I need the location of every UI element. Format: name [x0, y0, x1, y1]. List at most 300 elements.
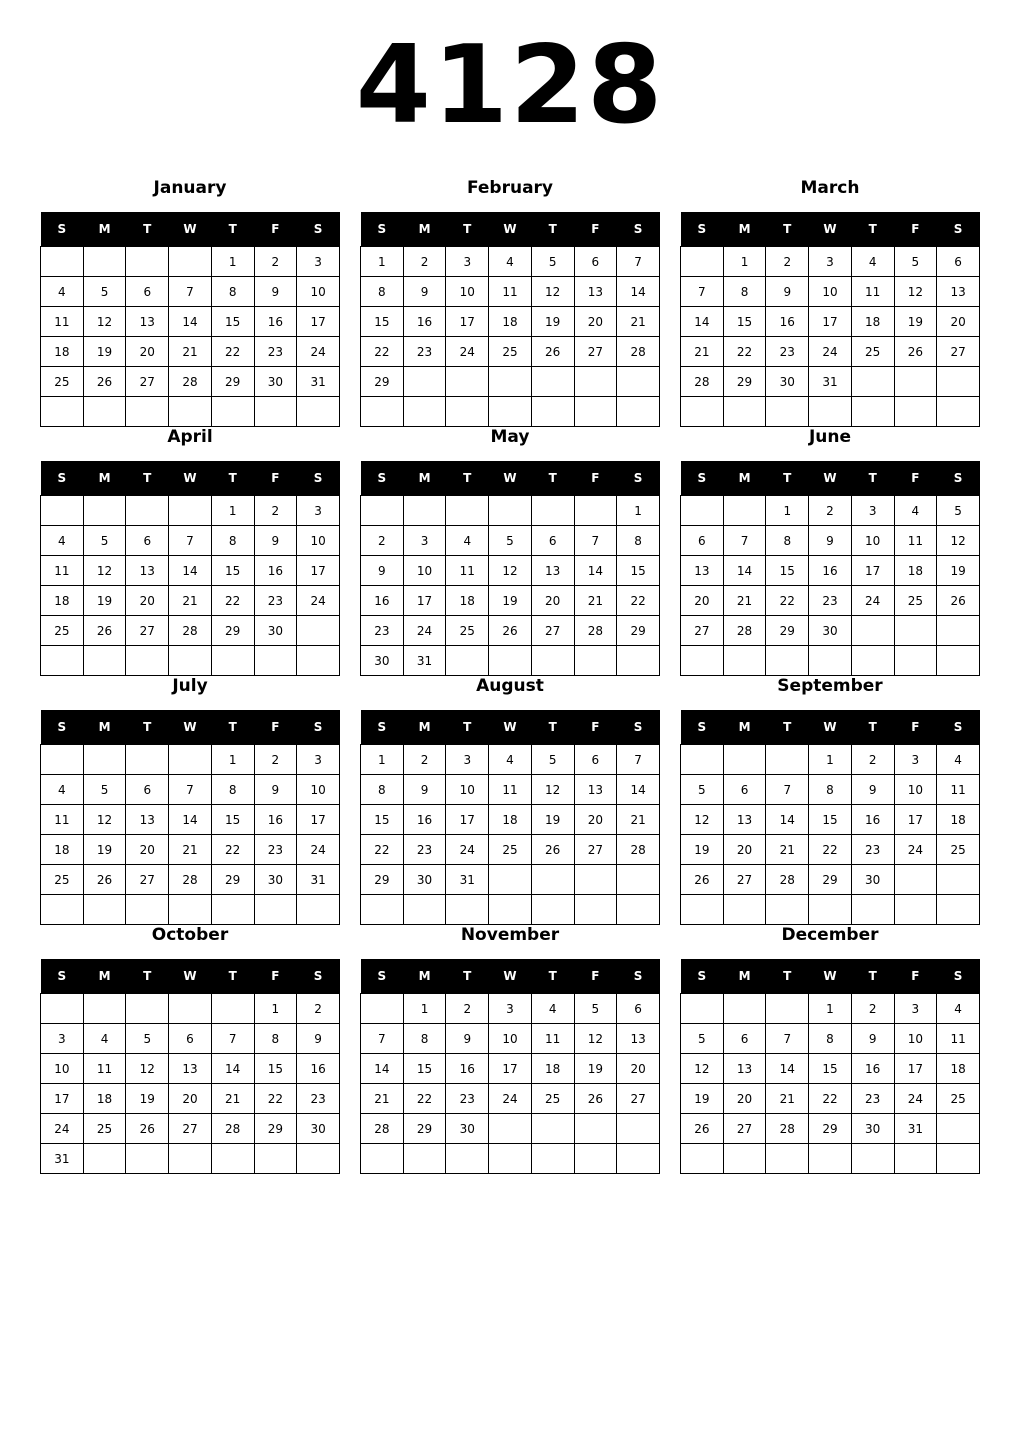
day-cell[interactable]: 29 [809, 1114, 852, 1144]
day-cell[interactable]: 10 [809, 277, 852, 307]
day-cell[interactable]: 10 [297, 526, 340, 556]
day-cell[interactable]: 26 [681, 1114, 724, 1144]
day-cell[interactable]: 5 [681, 1024, 724, 1054]
day-cell[interactable]: 15 [723, 307, 766, 337]
day-cell[interactable]: 6 [723, 1024, 766, 1054]
day-cell[interactable]: 9 [297, 1024, 340, 1054]
day-cell[interactable]: 28 [617, 835, 660, 865]
day-cell[interactable]: 2 [254, 247, 297, 277]
day-cell[interactable]: 9 [446, 1024, 489, 1054]
day-cell[interactable]: 21 [361, 1084, 404, 1114]
day-cell[interactable]: 3 [297, 247, 340, 277]
day-cell[interactable]: 30 [403, 865, 446, 895]
day-cell[interactable]: 4 [446, 526, 489, 556]
day-cell[interactable]: 14 [169, 805, 212, 835]
day-cell[interactable]: 17 [894, 1054, 937, 1084]
day-cell[interactable]: 29 [617, 616, 660, 646]
day-cell[interactable]: 5 [894, 247, 937, 277]
day-cell[interactable]: 16 [297, 1054, 340, 1084]
day-cell[interactable]: 3 [809, 247, 852, 277]
day-cell[interactable]: 26 [531, 337, 574, 367]
day-cell[interactable]: 30 [809, 616, 852, 646]
day-cell[interactable]: 22 [723, 337, 766, 367]
day-cell[interactable]: 16 [851, 1054, 894, 1084]
day-cell[interactable]: 16 [361, 586, 404, 616]
day-cell[interactable]: 16 [403, 307, 446, 337]
day-cell[interactable]: 17 [851, 556, 894, 586]
day-cell[interactable]: 13 [169, 1054, 212, 1084]
day-cell[interactable]: 16 [809, 556, 852, 586]
day-cell[interactable]: 25 [446, 616, 489, 646]
day-cell[interactable]: 16 [403, 805, 446, 835]
day-cell[interactable]: 19 [531, 307, 574, 337]
day-cell[interactable]: 13 [126, 805, 169, 835]
day-cell[interactable]: 17 [446, 307, 489, 337]
day-cell[interactable]: 4 [531, 994, 574, 1024]
day-cell[interactable]: 29 [361, 367, 404, 397]
day-cell[interactable]: 22 [766, 586, 809, 616]
day-cell[interactable]: 27 [937, 337, 980, 367]
day-cell[interactable]: 16 [766, 307, 809, 337]
day-cell[interactable]: 31 [41, 1144, 84, 1174]
day-cell[interactable]: 18 [41, 835, 84, 865]
day-cell[interactable]: 16 [446, 1054, 489, 1084]
day-cell[interactable]: 21 [723, 586, 766, 616]
day-cell[interactable]: 15 [617, 556, 660, 586]
day-cell[interactable]: 6 [126, 277, 169, 307]
day-cell[interactable]: 1 [723, 247, 766, 277]
day-cell[interactable]: 1 [809, 745, 852, 775]
day-cell[interactable]: 27 [126, 367, 169, 397]
day-cell[interactable]: 19 [83, 835, 126, 865]
day-cell[interactable]: 20 [169, 1084, 212, 1114]
day-cell[interactable]: 3 [851, 496, 894, 526]
day-cell[interactable]: 27 [169, 1114, 212, 1144]
day-cell[interactable]: 30 [851, 1114, 894, 1144]
day-cell[interactable]: 10 [41, 1054, 84, 1084]
day-cell[interactable]: 29 [723, 367, 766, 397]
day-cell[interactable]: 20 [126, 835, 169, 865]
day-cell[interactable]: 27 [126, 616, 169, 646]
day-cell[interactable]: 22 [809, 835, 852, 865]
day-cell[interactable]: 5 [574, 994, 617, 1024]
day-cell[interactable]: 25 [894, 586, 937, 616]
day-cell[interactable]: 2 [446, 994, 489, 1024]
day-cell[interactable]: 29 [361, 865, 404, 895]
day-cell[interactable]: 26 [531, 835, 574, 865]
day-cell[interactable]: 21 [211, 1084, 254, 1114]
day-cell[interactable]: 9 [254, 277, 297, 307]
day-cell[interactable]: 6 [169, 1024, 212, 1054]
day-cell[interactable]: 29 [403, 1114, 446, 1144]
day-cell[interactable]: 9 [851, 1024, 894, 1054]
day-cell[interactable]: 24 [446, 337, 489, 367]
day-cell[interactable]: 11 [41, 556, 84, 586]
day-cell[interactable]: 7 [766, 1024, 809, 1054]
day-cell[interactable]: 19 [83, 337, 126, 367]
day-cell[interactable]: 8 [766, 526, 809, 556]
day-cell[interactable]: 17 [403, 586, 446, 616]
day-cell[interactable]: 21 [681, 337, 724, 367]
day-cell[interactable]: 20 [723, 835, 766, 865]
day-cell[interactable]: 22 [403, 1084, 446, 1114]
day-cell[interactable]: 10 [489, 1024, 532, 1054]
day-cell[interactable]: 9 [403, 277, 446, 307]
day-cell[interactable]: 28 [169, 367, 212, 397]
day-cell[interactable]: 19 [937, 556, 980, 586]
day-cell[interactable]: 6 [723, 775, 766, 805]
day-cell[interactable]: 8 [723, 277, 766, 307]
day-cell[interactable]: 25 [489, 337, 532, 367]
day-cell[interactable]: 2 [361, 526, 404, 556]
day-cell[interactable]: 22 [361, 337, 404, 367]
day-cell[interactable]: 2 [403, 745, 446, 775]
day-cell[interactable]: 24 [403, 616, 446, 646]
day-cell[interactable]: 16 [254, 556, 297, 586]
day-cell[interactable]: 1 [766, 496, 809, 526]
day-cell[interactable]: 30 [254, 616, 297, 646]
day-cell[interactable]: 11 [83, 1054, 126, 1084]
day-cell[interactable]: 25 [937, 835, 980, 865]
day-cell[interactable]: 21 [574, 586, 617, 616]
day-cell[interactable]: 29 [809, 865, 852, 895]
day-cell[interactable]: 4 [937, 745, 980, 775]
day-cell[interactable]: 8 [809, 775, 852, 805]
day-cell[interactable]: 12 [894, 277, 937, 307]
day-cell[interactable]: 24 [446, 835, 489, 865]
day-cell[interactable]: 16 [851, 805, 894, 835]
day-cell[interactable]: 6 [574, 745, 617, 775]
day-cell[interactable]: 7 [169, 526, 212, 556]
day-cell[interactable]: 2 [254, 496, 297, 526]
day-cell[interactable]: 12 [531, 775, 574, 805]
day-cell[interactable]: 18 [41, 586, 84, 616]
day-cell[interactable]: 9 [254, 775, 297, 805]
day-cell[interactable]: 17 [297, 556, 340, 586]
day-cell[interactable]: 17 [489, 1054, 532, 1084]
day-cell[interactable]: 17 [297, 307, 340, 337]
day-cell[interactable]: 4 [83, 1024, 126, 1054]
day-cell[interactable]: 18 [894, 556, 937, 586]
day-cell[interactable]: 8 [361, 277, 404, 307]
day-cell[interactable]: 28 [169, 865, 212, 895]
day-cell[interactable]: 23 [809, 586, 852, 616]
day-cell[interactable]: 15 [809, 1054, 852, 1084]
day-cell[interactable]: 29 [766, 616, 809, 646]
day-cell[interactable]: 25 [41, 367, 84, 397]
day-cell[interactable]: 1 [211, 496, 254, 526]
day-cell[interactable]: 9 [809, 526, 852, 556]
day-cell[interactable]: 10 [403, 556, 446, 586]
day-cell[interactable]: 2 [403, 247, 446, 277]
day-cell[interactable]: 19 [681, 835, 724, 865]
day-cell[interactable]: 30 [446, 1114, 489, 1144]
day-cell[interactable]: 5 [83, 277, 126, 307]
day-cell[interactable]: 20 [574, 307, 617, 337]
day-cell[interactable]: 13 [126, 556, 169, 586]
day-cell[interactable]: 22 [211, 337, 254, 367]
day-cell[interactable]: 13 [574, 775, 617, 805]
day-cell[interactable]: 15 [211, 307, 254, 337]
day-cell[interactable]: 6 [937, 247, 980, 277]
day-cell[interactable]: 7 [723, 526, 766, 556]
day-cell[interactable]: 10 [894, 1024, 937, 1054]
day-cell[interactable]: 6 [531, 526, 574, 556]
day-cell[interactable]: 1 [211, 247, 254, 277]
day-cell[interactable]: 23 [254, 586, 297, 616]
day-cell[interactable]: 10 [297, 775, 340, 805]
day-cell[interactable]: 28 [766, 1114, 809, 1144]
day-cell[interactable]: 11 [937, 1024, 980, 1054]
day-cell[interactable]: 7 [681, 277, 724, 307]
day-cell[interactable]: 12 [83, 307, 126, 337]
day-cell[interactable]: 25 [531, 1084, 574, 1114]
day-cell[interactable]: 27 [681, 616, 724, 646]
day-cell[interactable]: 17 [297, 805, 340, 835]
day-cell[interactable]: 7 [617, 247, 660, 277]
day-cell[interactable]: 12 [681, 1054, 724, 1084]
day-cell[interactable]: 20 [681, 586, 724, 616]
day-cell[interactable]: 8 [403, 1024, 446, 1054]
day-cell[interactable]: 3 [894, 994, 937, 1024]
day-cell[interactable]: 26 [681, 865, 724, 895]
day-cell[interactable]: 3 [297, 745, 340, 775]
day-cell[interactable]: 11 [937, 775, 980, 805]
day-cell[interactable]: 5 [937, 496, 980, 526]
day-cell[interactable]: 11 [41, 307, 84, 337]
day-cell[interactable]: 21 [766, 835, 809, 865]
day-cell[interactable]: 9 [766, 277, 809, 307]
day-cell[interactable]: 24 [297, 337, 340, 367]
day-cell[interactable]: 9 [851, 775, 894, 805]
day-cell[interactable]: 20 [617, 1054, 660, 1084]
day-cell[interactable]: 5 [489, 526, 532, 556]
day-cell[interactable]: 6 [617, 994, 660, 1024]
day-cell[interactable]: 18 [531, 1054, 574, 1084]
day-cell[interactable]: 24 [851, 586, 894, 616]
day-cell[interactable]: 21 [617, 805, 660, 835]
day-cell[interactable]: 27 [531, 616, 574, 646]
day-cell[interactable]: 31 [403, 646, 446, 676]
day-cell[interactable]: 23 [403, 835, 446, 865]
day-cell[interactable]: 14 [617, 775, 660, 805]
day-cell[interactable]: 25 [851, 337, 894, 367]
day-cell[interactable]: 11 [446, 556, 489, 586]
day-cell[interactable]: 22 [617, 586, 660, 616]
day-cell[interactable]: 14 [723, 556, 766, 586]
day-cell[interactable]: 5 [83, 526, 126, 556]
day-cell[interactable]: 2 [851, 994, 894, 1024]
day-cell[interactable]: 23 [254, 835, 297, 865]
day-cell[interactable]: 11 [851, 277, 894, 307]
day-cell[interactable]: 11 [894, 526, 937, 556]
day-cell[interactable]: 15 [254, 1054, 297, 1084]
day-cell[interactable]: 26 [489, 616, 532, 646]
day-cell[interactable]: 14 [574, 556, 617, 586]
day-cell[interactable]: 17 [894, 805, 937, 835]
day-cell[interactable]: 29 [211, 616, 254, 646]
day-cell[interactable]: 27 [617, 1084, 660, 1114]
day-cell[interactable]: 19 [83, 586, 126, 616]
day-cell[interactable]: 20 [531, 586, 574, 616]
day-cell[interactable]: 22 [254, 1084, 297, 1114]
day-cell[interactable]: 20 [126, 337, 169, 367]
day-cell[interactable]: 24 [489, 1084, 532, 1114]
day-cell[interactable]: 7 [766, 775, 809, 805]
day-cell[interactable]: 19 [894, 307, 937, 337]
day-cell[interactable]: 4 [41, 526, 84, 556]
day-cell[interactable]: 4 [41, 277, 84, 307]
day-cell[interactable]: 19 [574, 1054, 617, 1084]
day-cell[interactable]: 4 [937, 994, 980, 1024]
day-cell[interactable]: 13 [723, 805, 766, 835]
day-cell[interactable]: 11 [489, 775, 532, 805]
day-cell[interactable]: 23 [851, 1084, 894, 1114]
day-cell[interactable]: 20 [574, 805, 617, 835]
day-cell[interactable]: 23 [254, 337, 297, 367]
day-cell[interactable]: 26 [83, 616, 126, 646]
day-cell[interactable]: 3 [41, 1024, 84, 1054]
day-cell[interactable]: 24 [41, 1114, 84, 1144]
day-cell[interactable]: 23 [766, 337, 809, 367]
day-cell[interactable]: 23 [851, 835, 894, 865]
day-cell[interactable]: 12 [531, 277, 574, 307]
day-cell[interactable]: 15 [211, 556, 254, 586]
day-cell[interactable]: 26 [574, 1084, 617, 1114]
day-cell[interactable]: 14 [766, 1054, 809, 1084]
day-cell[interactable]: 30 [361, 646, 404, 676]
day-cell[interactable]: 28 [169, 616, 212, 646]
day-cell[interactable]: 12 [574, 1024, 617, 1054]
day-cell[interactable]: 31 [809, 367, 852, 397]
day-cell[interactable]: 18 [937, 1054, 980, 1084]
day-cell[interactable]: 24 [297, 586, 340, 616]
day-cell[interactable]: 21 [169, 337, 212, 367]
day-cell[interactable]: 28 [617, 337, 660, 367]
day-cell[interactable]: 26 [83, 865, 126, 895]
day-cell[interactable]: 2 [809, 496, 852, 526]
day-cell[interactable]: 28 [723, 616, 766, 646]
day-cell[interactable]: 22 [211, 835, 254, 865]
day-cell[interactable]: 16 [254, 805, 297, 835]
day-cell[interactable]: 15 [361, 307, 404, 337]
day-cell[interactable]: 12 [83, 556, 126, 586]
day-cell[interactable]: 14 [766, 805, 809, 835]
day-cell[interactable]: 21 [766, 1084, 809, 1114]
day-cell[interactable]: 1 [211, 745, 254, 775]
day-cell[interactable]: 19 [531, 805, 574, 835]
day-cell[interactable]: 24 [894, 835, 937, 865]
day-cell[interactable]: 28 [766, 865, 809, 895]
day-cell[interactable]: 18 [851, 307, 894, 337]
day-cell[interactable]: 17 [809, 307, 852, 337]
day-cell[interactable]: 27 [574, 835, 617, 865]
day-cell[interactable]: 2 [297, 994, 340, 1024]
day-cell[interactable]: 16 [254, 307, 297, 337]
day-cell[interactable]: 12 [83, 805, 126, 835]
day-cell[interactable]: 18 [446, 586, 489, 616]
day-cell[interactable]: 1 [617, 496, 660, 526]
day-cell[interactable]: 24 [809, 337, 852, 367]
day-cell[interactable]: 4 [489, 247, 532, 277]
day-cell[interactable]: 30 [254, 865, 297, 895]
day-cell[interactable]: 4 [41, 775, 84, 805]
day-cell[interactable]: 3 [489, 994, 532, 1024]
day-cell[interactable]: 15 [809, 805, 852, 835]
day-cell[interactable]: 27 [574, 337, 617, 367]
day-cell[interactable]: 2 [851, 745, 894, 775]
day-cell[interactable]: 8 [211, 526, 254, 556]
day-cell[interactable]: 5 [681, 775, 724, 805]
day-cell[interactable]: 7 [169, 277, 212, 307]
day-cell[interactable]: 11 [41, 805, 84, 835]
day-cell[interactable]: 15 [766, 556, 809, 586]
day-cell[interactable]: 11 [489, 277, 532, 307]
day-cell[interactable]: 14 [211, 1054, 254, 1084]
day-cell[interactable]: 3 [894, 745, 937, 775]
day-cell[interactable]: 18 [489, 805, 532, 835]
day-cell[interactable]: 31 [446, 865, 489, 895]
day-cell[interactable]: 8 [361, 775, 404, 805]
day-cell[interactable]: 18 [41, 337, 84, 367]
day-cell[interactable]: 4 [851, 247, 894, 277]
day-cell[interactable]: 5 [531, 247, 574, 277]
day-cell[interactable]: 8 [809, 1024, 852, 1054]
day-cell[interactable]: 20 [937, 307, 980, 337]
day-cell[interactable]: 29 [211, 367, 254, 397]
day-cell[interactable]: 14 [617, 277, 660, 307]
day-cell[interactable]: 18 [83, 1084, 126, 1114]
day-cell[interactable]: 25 [937, 1084, 980, 1114]
day-cell[interactable]: 23 [361, 616, 404, 646]
day-cell[interactable]: 1 [361, 745, 404, 775]
day-cell[interactable]: 9 [403, 775, 446, 805]
day-cell[interactable]: 17 [41, 1084, 84, 1114]
day-cell[interactable]: 13 [681, 556, 724, 586]
day-cell[interactable]: 31 [297, 367, 340, 397]
day-cell[interactable]: 21 [617, 307, 660, 337]
day-cell[interactable]: 30 [851, 865, 894, 895]
day-cell[interactable]: 3 [297, 496, 340, 526]
day-cell[interactable]: 15 [361, 805, 404, 835]
day-cell[interactable]: 17 [446, 805, 489, 835]
day-cell[interactable]: 28 [681, 367, 724, 397]
day-cell[interactable]: 1 [403, 994, 446, 1024]
day-cell[interactable]: 3 [446, 745, 489, 775]
day-cell[interactable]: 31 [894, 1114, 937, 1144]
day-cell[interactable]: 7 [361, 1024, 404, 1054]
day-cell[interactable]: 25 [41, 616, 84, 646]
day-cell[interactable]: 5 [83, 775, 126, 805]
day-cell[interactable]: 24 [297, 835, 340, 865]
day-cell[interactable]: 21 [169, 586, 212, 616]
day-cell[interactable]: 3 [403, 526, 446, 556]
day-cell[interactable]: 6 [681, 526, 724, 556]
day-cell[interactable]: 13 [723, 1054, 766, 1084]
day-cell[interactable]: 1 [361, 247, 404, 277]
day-cell[interactable]: 29 [254, 1114, 297, 1144]
day-cell[interactable]: 10 [894, 775, 937, 805]
day-cell[interactable]: 29 [211, 865, 254, 895]
day-cell[interactable]: 6 [126, 775, 169, 805]
day-cell[interactable]: 15 [403, 1054, 446, 1084]
day-cell[interactable]: 7 [574, 526, 617, 556]
day-cell[interactable]: 20 [126, 586, 169, 616]
day-cell[interactable]: 31 [297, 865, 340, 895]
day-cell[interactable]: 10 [851, 526, 894, 556]
day-cell[interactable]: 26 [126, 1114, 169, 1144]
day-cell[interactable]: 9 [254, 526, 297, 556]
